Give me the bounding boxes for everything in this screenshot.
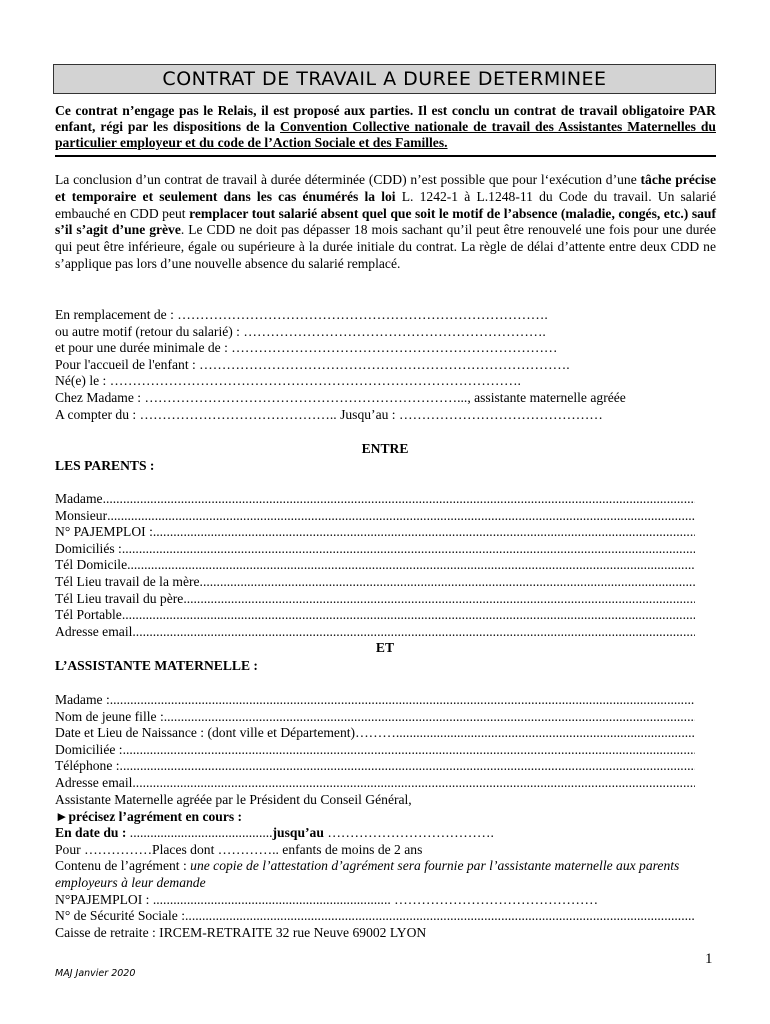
assistante-field-madame[interactable] xyxy=(55,692,695,709)
footer-update-date: MAJ Janvier 2020 xyxy=(55,968,136,979)
intro-underline-rule xyxy=(55,155,716,157)
parent-field-tel-mere[interactable] xyxy=(55,574,695,591)
field-label: Tél Portable xyxy=(55,607,122,623)
secu-field[interactable] xyxy=(55,908,695,925)
jusquau-label: jusqu’au xyxy=(272,825,328,841)
document-title: CONTRAT DE TRAVAIL A DUREE DETERMINEE xyxy=(53,64,716,94)
para-bold-1: tâche précise et temporaire et seulement dans les cas énumérés la loi xyxy=(55,172,716,204)
assistante-fields xyxy=(55,692,695,792)
field-label: Date et Lieu de Naissance : (dont ville et Département)……… xyxy=(55,725,396,741)
contenu-agrement xyxy=(55,858,716,891)
field-label: Tél Domicile xyxy=(55,557,128,573)
para-text-2: L. 1242-1 à L.1248-11 du Code du travail. Un salarié embauché en CDD peut xyxy=(55,188,716,221)
field-dots xyxy=(183,591,695,608)
replacement-line[interactable]: ou autre motif (retour du salarié) : …………………………………………………………. xyxy=(55,323,546,339)
agree-line: Assistante Maternelle agréée par le Président du Conseil Général, xyxy=(55,792,412,807)
replacement-line[interactable]: Pour l'accueil de l'enfant : ………………………………………………………………………. xyxy=(55,356,570,372)
parent-field-monsieur[interactable] xyxy=(55,508,695,525)
field-dots xyxy=(164,709,695,726)
assistante-field-domiciliee[interactable] xyxy=(55,742,695,759)
caisse-retraite-line: Caisse de retraite : IRCEM-RETRAITE 32 rue Neuve 69002 LYON xyxy=(55,924,427,940)
field-label: Adresse email xyxy=(55,623,133,639)
parent-field-tel-portable[interactable] xyxy=(55,607,695,624)
replacement-section xyxy=(55,307,720,423)
parent-field-pajemploi[interactable] xyxy=(55,524,695,541)
field-dots xyxy=(127,557,695,574)
field-label: Nom de jeune fille : xyxy=(55,708,164,724)
field-dots xyxy=(122,607,695,624)
replacement-line[interactable]: Chez Madame : ……………………………………………………………..., assistante maternelle agréée xyxy=(55,389,626,405)
jusquau-dots: ………………………………. xyxy=(327,825,494,841)
parent-field-tel-domicile[interactable] xyxy=(55,557,695,574)
pour-places-line[interactable]: Pour ……………Places dont ………….. enfants de moins de 2 ans xyxy=(55,841,423,857)
assistante-field-telephone[interactable] xyxy=(55,758,695,775)
parent-field-tel-pere[interactable] xyxy=(55,591,695,608)
field-dots xyxy=(132,775,695,792)
field-dots xyxy=(123,742,695,759)
replacement-line[interactable]: A compter du : …………………………………….. Jusqu’au : ……………………………………… xyxy=(55,406,603,422)
field-dots xyxy=(122,541,695,558)
intro-notice xyxy=(55,103,716,151)
assistante-field-email[interactable] xyxy=(55,775,695,792)
assistante-field-naissance[interactable] xyxy=(55,725,695,742)
en-date-dots: .......................................... xyxy=(129,825,273,841)
field-label: Madame : xyxy=(55,692,110,707)
en-date-line[interactable] xyxy=(55,825,720,842)
field-dots xyxy=(110,692,695,709)
replacement-line[interactable]: En remplacement de : ………………………………………………………………………. xyxy=(55,307,548,322)
field-label: Monsieur xyxy=(55,507,108,523)
field-dots xyxy=(153,524,695,541)
field-label: Madame xyxy=(55,491,103,506)
assistante-heading: L’ASSISTANTE MATERNELLE : xyxy=(55,658,258,673)
field-label: Tél Lieu travail de la mère xyxy=(55,573,200,589)
contenu-note: une copie de l’attestation d’agrément sera fournie par l’assistante maternelle aux parents employeurs à leur demande xyxy=(55,858,680,890)
parent-field-domicilies[interactable] xyxy=(55,541,695,558)
field-dots xyxy=(120,758,695,775)
field-label: N° PAJEMPLOI : xyxy=(55,524,153,540)
entre-heading: ENTRE xyxy=(361,441,409,456)
contenu-label: Contenu de l’agrément : xyxy=(55,858,191,874)
field-dots xyxy=(107,508,695,525)
field-dots xyxy=(132,624,695,641)
field-dots xyxy=(200,574,695,591)
cdd-explanation-paragraph xyxy=(55,172,716,273)
para-text-3: . Le CDD ne doit pas dépasser 18 mois sachant qu’il peut être renouvelé une fois pour une durée qui peut être inférieure, égale ou supérieure à la durée initiale du contrat. La règle de délai d’attente entre deux CDD ne s’applique pas lors d’une nouvelle absence du salarié remplacé. xyxy=(55,222,717,271)
parent-field-madame[interactable] xyxy=(55,491,695,508)
field-label: Adresse email xyxy=(55,774,133,790)
field-label: Tél Lieu travail du père xyxy=(55,590,184,606)
replacement-line[interactable]: et pour une durée minimale de : ……………………………………………………………… xyxy=(55,340,558,356)
pajemploi-assistante-line[interactable]: N°PAJEMPLOI : ...................................................................... ……………………………………… xyxy=(55,891,599,907)
field-dots xyxy=(103,491,695,508)
en-date-label: En date du : xyxy=(55,825,130,841)
agrement-section xyxy=(55,792,720,941)
parent-field-email[interactable] xyxy=(55,624,695,641)
field-label: N° de Sécurité Sociale : xyxy=(55,908,186,924)
parents-heading: LES PARENTS : xyxy=(55,458,155,473)
page-number: 1 xyxy=(705,951,713,967)
field-label: Domiciliée : xyxy=(55,741,123,757)
et-heading: ET xyxy=(375,640,395,655)
parents-fields xyxy=(55,491,695,640)
assistante-field-nom-jeune-fille[interactable] xyxy=(55,709,695,726)
replacement-line[interactable]: Né(e) le : ………………………………………………………………………………. xyxy=(55,373,521,389)
para-bold-2: remplacer tout salarié absent quel que soit le motif de l’absence (maladie, congés, etc.) sauf s’il s’agit d’une grève xyxy=(55,205,716,238)
precisez-agrement: ►précisez l’agrément en cours : xyxy=(55,808,243,824)
field-label: Domiciliés : xyxy=(55,540,122,556)
field-label: Téléphone : xyxy=(55,758,120,774)
intro-text: Ce contrat n’engage pas le Relais, il est proposé aux parties. Il est conclu un contrat de travail obligatoire PAR enfant, régi par les dispositions de la xyxy=(55,103,716,134)
field-dots xyxy=(185,908,695,925)
convention-reference: Convention Collective nationale de travail des Assistantes Maternelles du particulier employeur et du code de l’Action Sociale et des Familles. xyxy=(55,119,716,150)
para-text-1: La conclusion d’un contrat de travail à durée déterminée (CDD) n’est possible que pour l‘exécution d’une xyxy=(55,172,641,187)
field-dots xyxy=(396,725,695,742)
